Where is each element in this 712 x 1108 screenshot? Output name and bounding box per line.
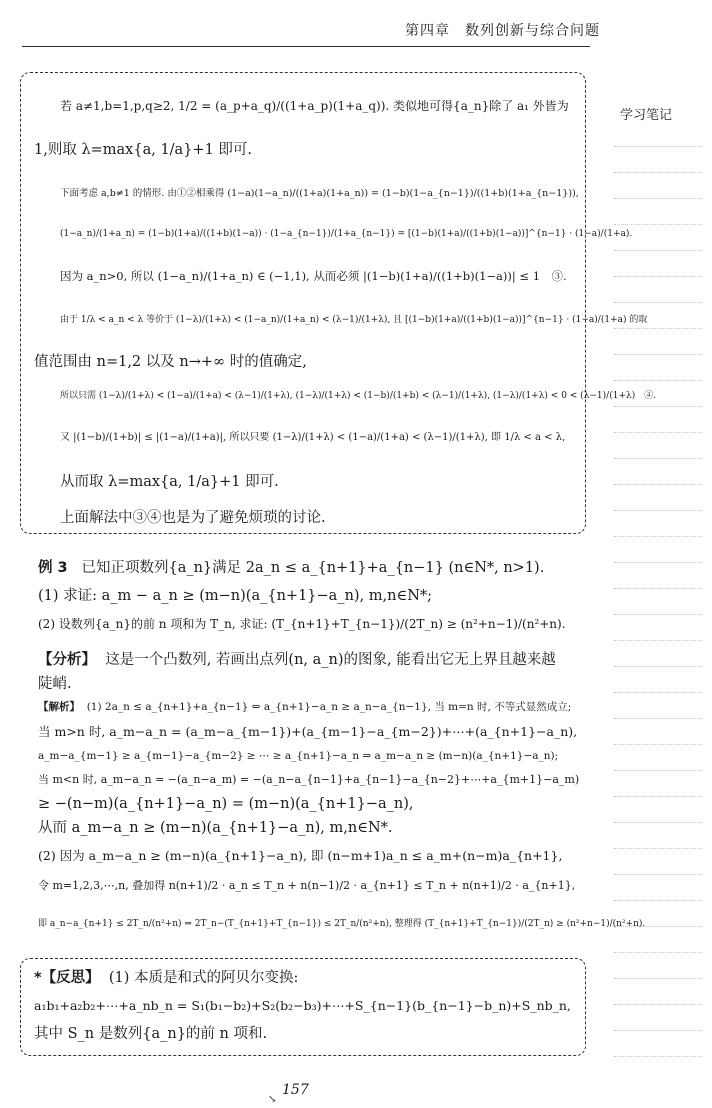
solution-first-line [38, 697, 571, 717]
box1-line: 若 a≠1,b=1,p,q≥2, 1/2 = (a_p+a_q)/((1+a_p)(1+a_q)). 类似地可得{a_n}除了 a₁ 外皆为 [60, 99, 569, 113]
solution-line: 令 m=1,2,3,⋯,n, 叠加得 n(n+1)/2 · a_n ≤ T_n + n(n−1)/2 · a_{n+1} ≤ T_n + n(n+1)/2 · a_{n+1}, [38, 879, 576, 892]
note-line [614, 978, 702, 979]
note-line [614, 302, 702, 303]
box1-line: 又 |(1−b)/(1+b)| ≤ |(1−a)/(1+a)|, 所以只要 (1−λ)/(1+λ) < (1−a)/(1+a) < (λ−1)/(1+λ), 即 1/λ < a < λ, [60, 432, 566, 443]
question-1: (1) 求证: a_m − a_n ≥ (m−n)(a_{n+1}−a_n), m,n∈N*; [38, 588, 433, 604]
reflection-text-3: 其中 S_n 是数列{a_n}的前 n 项和. [34, 1026, 268, 1042]
box1-line: (1−a_n)/(1+a_n) = (1−b)(1+a)/((1+b)(1−a)) · (1−a_{n−1})/(1+a_{n−1}) = [(1−b)(1+a)/((1+b)(1−a))]^{n−1} · (1−a)/(1+a). [60, 229, 633, 239]
solution-line: 当 m<n 时, a_m−a_n = −(a_n−a_m) = −(a_n−a_{n−1}+a_{n−1}−a_{n−2}+⋯+a_{m+1}−a_m) [38, 773, 580, 786]
note-line [614, 796, 702, 797]
note-line [614, 536, 702, 537]
note-line [614, 588, 702, 589]
note-line [614, 146, 702, 147]
reflection-first-line [34, 968, 298, 988]
note-line [614, 666, 702, 667]
note-line [614, 510, 702, 511]
solution-line: 从而 a_m−a_n ≥ (m−n)(a_{n+1}−a_n), m,n∈N*. [38, 820, 393, 836]
solution-line: (2) 因为 a_m−a_n ≥ (m−n)(a_{n+1}−a_n), 即 (n−m+1)a_n ≤ a_m+(n−m)a_{n+1}, [38, 848, 563, 863]
solution-line: 即 a_n−a_{n+1} ≤ 2T_n/(n²+n) ⇒ 2T_n−(T_{n+1}+T_{n−1}) ≤ 2T_n/(n²+n), 整理得 (T_{n+1}+T_{n−1})/(2T_n) ≥ (n²+n−1)/(n²+n). [38, 919, 646, 929]
notes-margin [598, 0, 712, 1108]
note-line [614, 1004, 702, 1005]
note-line [614, 276, 702, 277]
example-title: 例 3 [38, 560, 68, 576]
note-line [614, 484, 702, 485]
solution-line: (1) 2a_n ≤ a_{n+1}+a_{n−1} ⇔ a_{n+1}−a_n ≥ a_n−a_{n−1}, 当 m=n 时, 不等式显然成立; [86, 701, 572, 713]
note-line [614, 198, 702, 199]
reflection-label: *【反思】 [34, 970, 100, 986]
header-rule [22, 46, 590, 47]
note-line [614, 822, 702, 823]
note-line [614, 172, 702, 173]
note-line [614, 770, 702, 771]
solution-line: a_m−a_{m−1} ≥ a_{m−1}−a_{m−2} ≥ ⋯ ≥ a_{n+1}−a_n ⇒ a_m−a_n ≥ (m−n)(a_{n+1}−a_n); [38, 750, 559, 762]
note-line [614, 640, 702, 641]
notes-title: 学习笔记 [620, 108, 673, 123]
analysis-line [38, 650, 556, 670]
note-line [614, 874, 702, 875]
page-ornament: ↘ [268, 1094, 277, 1105]
chapter-title: 第四章 数列创新与综合问题 [405, 23, 600, 39]
solution-line: ≥ −(n−m)(a_{n+1}−a_n) = (m−n)(a_{n+1}−a_n), [38, 796, 414, 812]
box1-line: 上面解法中③④也是为了避免烦琐的讨论. [60, 510, 326, 526]
analysis-continuation: 陡峭. [38, 676, 72, 692]
note-line [614, 900, 702, 901]
note-line [614, 744, 702, 745]
note-line [614, 432, 702, 433]
box1-line: 所以只需 (1−λ)/(1+λ) < (1−a)/(1+a) < (λ−1)/(1+λ), (1−λ)/(1+λ) < (1−b)/(1+b) < (λ−1)/(1+λ), (1−λ)/(1+λ) < 0 < (λ−1)/(1+λ) ④. [60, 391, 657, 401]
note-line [614, 692, 702, 693]
note-line [614, 1056, 702, 1057]
page-number: 157 [282, 1082, 309, 1098]
note-line [614, 354, 702, 355]
analysis-label: 【分析】 [38, 652, 96, 668]
box1-line: 下面考虑 a,b≠1 的情形. 由①②相乘得 (1−a)(1−a_n)/((1+a)(1+a_n)) = (1−b)(1−a_{n−1})/((1+b)(1+a_{n−1})), [60, 188, 579, 199]
note-line [614, 458, 702, 459]
box1-line: 1,则取 λ=max{a, 1/a}+1 即可. [34, 142, 253, 158]
analysis-text: 这是一个凸数列, 若画出点列(n, a_n)的图象, 能看出它无上界且越来越 [105, 652, 556, 668]
box1-line: 由于 1/λ < a_n < λ 等价于 (1−λ)/(1+λ) < (1−a_n)/(1+a_n) < (λ−1)/(1+λ), 且 [(1−b)(1+a)/((1+b)(1−a))]^{n−1} · (1−a)/(1+a) 的取 [60, 315, 648, 325]
note-line [614, 1030, 702, 1031]
note-line [614, 250, 702, 251]
note-line [614, 614, 702, 615]
question-2: (2) 设数列{a_n}的前 n 项和为 T_n, 求证: (T_{n+1}+T_{n−1})/(2T_n) ≥ (n²+n−1)/(n²+n). [38, 617, 566, 631]
example-statement-line [38, 558, 544, 578]
reflection-text-2: a₁b₁+a₂b₂+⋯+a_nb_n = S₁(b₁−b₂)+S₂(b₂−b₃)+⋯+S_{n−1}(b_{n−1}−b_n)+S_nb_n, [34, 998, 571, 1013]
note-line [614, 718, 702, 719]
note-line [614, 380, 702, 381]
note-line [614, 952, 702, 953]
reflection-text-1: (1) 本质是和式的阿贝尔变换: [108, 970, 299, 986]
solution-line: 当 m>n 时, a_m−a_n = (a_m−a_{m−1})+(a_{m−1}−a_{m−2})+⋯+(a_{n+1}−a_n), [38, 724, 578, 739]
note-line [614, 406, 702, 407]
note-line [614, 848, 702, 849]
solution-label: 【解析】 [38, 701, 80, 713]
note-line [614, 562, 702, 563]
box1-line: 从而取 λ=max{a, 1/a}+1 即可. [60, 474, 279, 490]
box1-line: 值范围由 n=1,2 以及 n→+∞ 时的值确定, [34, 354, 307, 370]
box1-line: 因为 a_n>0, 所以 (1−a_n)/(1+a_n) ∈ (−1,1), 从而必须 |(1−b)(1+a)/((1+b)(1−a))| ≤ 1 ③. [60, 269, 567, 283]
example-statement: 已知正项数列{a_n}满足 2a_n ≤ a_{n+1}+a_{n−1} (n∈N*, n>1). [81, 560, 545, 576]
